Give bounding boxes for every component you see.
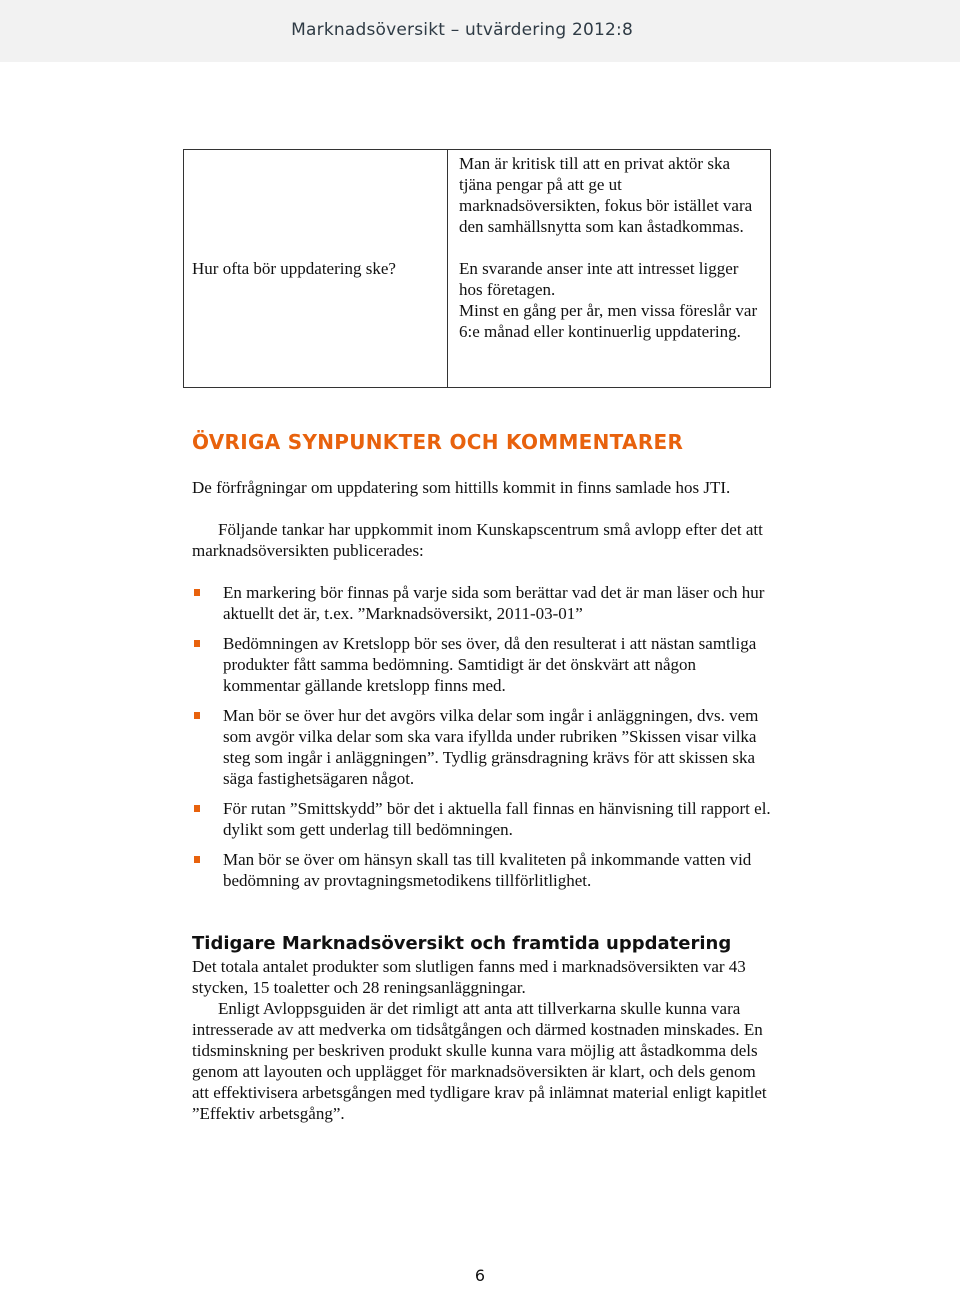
body-paragraph: Det totala antalet produkter som slutligen fanns med i marknadsöversikten var 43 stycken, 15 toaletter och 28 reningsanläggningar. bbox=[192, 957, 746, 997]
survey-table bbox=[183, 149, 771, 388]
bullet-square-icon bbox=[194, 640, 200, 647]
intro-paragraph-2: Följande tankar har uppkommit inom Kunskapscentrum små avlopp efter det att marknadsöversikten publicerades: bbox=[192, 520, 763, 560]
bullet-square-icon bbox=[194, 712, 200, 719]
row-label-cell bbox=[184, 150, 448, 388]
section-heading: ÖVRIGA SYNPUNKTER OCH KOMMENTARER bbox=[192, 430, 684, 454]
page-header bbox=[0, 0, 960, 62]
list-item-text: Bedömningen av Kretslopp bör ses över, då den resulterat i att nästan samtliga produkter fått samma bedömning. Samtidigt är det önskvärt att någon kommentar gällande kretslopp finns med. bbox=[223, 634, 757, 695]
header-title: Marknadsöversikt – utvärdering 2012:8 bbox=[291, 20, 633, 40]
list-item bbox=[192, 798, 772, 840]
page-number: 6 bbox=[474, 1266, 486, 1285]
bullet-square-icon bbox=[194, 589, 200, 596]
list-item-text: Man bör se över hur det avgörs vilka delar som ingår i anläggningen, dvs. vem som avgör vilka delar som ska vara ifyllda under rubriken ”Skissen visar vilka steg som ingår i anläggningen”. Tydlig gränsdragning krävs för att skissen ska säga fastighetsägaren något. bbox=[223, 706, 759, 788]
list-item-text: En markering bör finnas på varje sida som berättar vad det är man läser och hur aktuellt det är, t.ex. ”Marknadsöversikt, 2011-03-01” bbox=[223, 583, 765, 623]
intro-text-1: De förfrågningar om uppdatering som hittills kommit in finns samlade hos JTI. bbox=[192, 478, 731, 497]
list-item bbox=[192, 633, 772, 696]
list-item bbox=[192, 705, 772, 789]
answer-paragraph: Man är kritisk till att en privat aktör ska tjäna pengar på att ge ut marknadsöversikten, fokus bör istället vara den samhällsnytta som kan åstadkommas. bbox=[459, 154, 753, 236]
row-label: Hur ofta bör uppdatering ske? bbox=[192, 259, 396, 278]
list-item-text: Man bör se över om hänsyn skall tas till kvaliteten på inkommande vatten vid bedömning av provtagningsmetodikens tillförlitlighet. bbox=[223, 850, 752, 890]
bullet-square-icon bbox=[194, 805, 200, 812]
answer-cell bbox=[448, 150, 771, 388]
list-item bbox=[192, 849, 772, 891]
intro-paragraph bbox=[192, 477, 772, 519]
answer-paragraph: Minst en gång per år, men vissa föreslår var 6:e månad eller kontinuerlig uppdatering. bbox=[459, 301, 758, 341]
answer-paragraph: En svarande anser inte att intresset ligger hos företagen. bbox=[459, 259, 739, 299]
paragraph-spacer bbox=[459, 237, 760, 258]
subsection-heading: Tidigare Marknadsöversikt och framtida uppdatering bbox=[192, 933, 732, 954]
body-paragraph: Enligt Avloppsguiden är det rimligt att anta att tillverkarna skulle kunna vara intresserade av att medverka om tidsåtgången och därmed kostnaden minskades. En tidsminskning per beskriven produkt skulle kunna vara möjlig att åstadkomma dels genom att layouten och upplägget för marknadsöversikten är klart, och dels genom att effektivisera arbetsgången med tydligare krav på inlämnat material enligt kapitlet ”Effektiv arbetsgång”. bbox=[192, 999, 767, 1123]
list-item-text: För rutan ”Smittskydd” bör det i aktuella fall finnas en hänvisning till rapport el. dylikt som gett underlag till bedömningen. bbox=[223, 799, 771, 839]
list-item bbox=[192, 582, 772, 624]
comment-list bbox=[192, 582, 772, 900]
table-row bbox=[184, 150, 771, 388]
bullet-square-icon bbox=[194, 856, 200, 863]
